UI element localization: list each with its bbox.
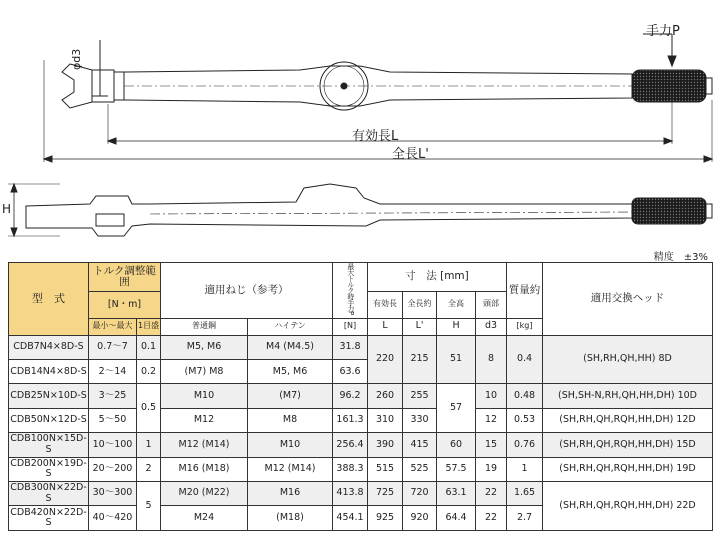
cell-heads: (SH,RH,QH,RQH,HH,DH) 15D bbox=[543, 433, 713, 457]
cell-range: 10～100 bbox=[89, 433, 137, 457]
header-mass: 質量約 bbox=[507, 263, 543, 319]
table-row bbox=[9, 384, 713, 408]
header-eff-len: 有効長 bbox=[368, 292, 403, 319]
cell-heads: (SH,RH,QH,RQH,HH,DH) 22D bbox=[543, 482, 713, 531]
cell-screw-normal: M12 bbox=[161, 408, 248, 432]
spec-table bbox=[8, 262, 713, 531]
cell-model: CDB200N×19D-S bbox=[9, 457, 89, 481]
header-mass-unit: [kg] bbox=[507, 318, 543, 335]
header-Lp: L' bbox=[403, 318, 437, 335]
header-dimensions: 寸 法 [mm] bbox=[368, 263, 507, 292]
cell-screw-normal: M5, M6 bbox=[161, 335, 248, 359]
cell-screw-normal: M16 (M18) bbox=[161, 457, 248, 481]
cell-L: 515 bbox=[368, 457, 403, 481]
cell-hand-force: 63.6 bbox=[333, 360, 368, 384]
cell-mass: 1 bbox=[507, 457, 543, 481]
cell-hand-force: 256.4 bbox=[333, 433, 368, 457]
cell-heads: (SH,SH-N,RH,QH,HH,DH) 10D bbox=[543, 384, 713, 408]
header-heads: 適用交換ヘッド bbox=[543, 263, 713, 336]
cell-H: 57 bbox=[437, 384, 476, 433]
cell-hand-force: 413.8 bbox=[333, 482, 368, 506]
cell-hand-force: 388.3 bbox=[333, 457, 368, 481]
cell-range: 2～14 bbox=[89, 360, 137, 384]
cell-H: 60 bbox=[437, 433, 476, 457]
cell-hand-force: 161.3 bbox=[333, 408, 368, 432]
cell-screw-high: M12 (M14) bbox=[248, 457, 333, 481]
header-head: 頭部 bbox=[476, 292, 507, 319]
cell-model: CDB420N×22D-S bbox=[9, 506, 89, 530]
cell-screw-high: M4 (M4.5) bbox=[248, 335, 333, 359]
wrench-top-view bbox=[62, 62, 712, 110]
cell-graduation: 0.2 bbox=[137, 360, 161, 384]
header-L: L bbox=[368, 318, 403, 335]
cell-range: 0.7～7 bbox=[89, 335, 137, 359]
cell-d3: 22 bbox=[476, 482, 507, 506]
cell-hand-force: 96.2 bbox=[333, 384, 368, 408]
length-dimensions bbox=[44, 60, 712, 162]
cell-graduation: 1 bbox=[137, 433, 161, 457]
cell-range: 40～420 bbox=[89, 506, 137, 530]
cell-heads: (SH,RH,QH,RQH,HH,DH) 12D bbox=[543, 408, 713, 432]
cell-d3: 22 bbox=[476, 506, 507, 530]
d3-label: φd3 bbox=[70, 48, 83, 70]
cell-screw-high: (M7) bbox=[248, 384, 333, 408]
table-row bbox=[9, 457, 713, 481]
cell-Lp: 330 bbox=[403, 408, 437, 432]
cell-model: CDB25N×10D-S bbox=[9, 384, 89, 408]
cell-screw-normal: (M7) M8 bbox=[161, 360, 248, 384]
cell-H: 64.4 bbox=[437, 506, 476, 530]
header-screw-high: ハイテン bbox=[248, 318, 333, 335]
cell-screw-high: M16 bbox=[248, 482, 333, 506]
cell-screw-high: (M18) bbox=[248, 506, 333, 530]
cell-heads: (SH,RH,QH,RQH,HH,DH) 19D bbox=[543, 457, 713, 481]
cell-hand-force: 31.8 bbox=[333, 335, 368, 359]
cell-L: 925 bbox=[368, 506, 403, 530]
table-row bbox=[9, 482, 713, 506]
cell-range: 5～50 bbox=[89, 408, 137, 432]
header-graduation: 1目盛 bbox=[137, 318, 161, 335]
table-row bbox=[9, 408, 713, 432]
cell-graduation: 2 bbox=[137, 457, 161, 481]
table-row bbox=[9, 335, 713, 359]
cell-graduation: 0.5 bbox=[137, 384, 161, 433]
cell-model: CDB100N×15D-S bbox=[9, 433, 89, 457]
cell-graduation: 0.1 bbox=[137, 335, 161, 359]
cell-Lp: 255 bbox=[403, 384, 437, 408]
cell-screw-normal: M24 bbox=[161, 506, 248, 530]
d3-marker bbox=[92, 40, 108, 96]
cell-model: CDB50N×12D-S bbox=[9, 408, 89, 432]
cell-d3: 10 bbox=[476, 384, 507, 408]
cell-d3: 8 bbox=[476, 335, 507, 384]
cell-graduation: 5 bbox=[137, 482, 161, 531]
cell-L: 260 bbox=[368, 384, 403, 408]
cell-hand-force: 454.1 bbox=[333, 506, 368, 530]
header-model: 型 式 bbox=[9, 263, 89, 336]
cell-screw-high: M5, M6 bbox=[248, 360, 333, 384]
cell-Lp: 720 bbox=[403, 482, 437, 506]
cell-screw-normal: M10 bbox=[161, 384, 248, 408]
cell-screw-high: M8 bbox=[248, 408, 333, 432]
total-length-label: 全長L' bbox=[392, 147, 429, 162]
cell-L: 390 bbox=[368, 433, 403, 457]
header-torque-unit: [N・m] bbox=[89, 292, 161, 319]
cell-d3: 15 bbox=[476, 433, 507, 457]
header-total-height: 全高 bbox=[437, 292, 476, 319]
cell-mass: 0.53 bbox=[507, 408, 543, 432]
table-row bbox=[9, 433, 713, 457]
cell-d3: 19 bbox=[476, 457, 507, 481]
header-d3: d3 bbox=[476, 318, 507, 335]
cell-range: 20～200 bbox=[89, 457, 137, 481]
header-total-len: 全長約 bbox=[403, 292, 437, 319]
cell-range: 3～25 bbox=[89, 384, 137, 408]
cell-d3: 12 bbox=[476, 408, 507, 432]
cell-range: 30～300 bbox=[89, 482, 137, 506]
cell-mass: 1.65 bbox=[507, 482, 543, 506]
cell-L: 220 bbox=[368, 335, 403, 384]
cell-Lp: 525 bbox=[403, 457, 437, 481]
cell-model: CDB7N4×8D-S bbox=[9, 335, 89, 359]
header-hand-force: 最大トルク時手力P bbox=[333, 263, 368, 319]
header-screw-normal: 普通鋼 bbox=[161, 318, 248, 335]
header-torque-range: トルク調整範囲 bbox=[89, 263, 161, 292]
hand-force-label: 手力P bbox=[646, 24, 680, 39]
cell-screw-normal: M20 (M22) bbox=[161, 482, 248, 506]
cell-screw-high: M10 bbox=[248, 433, 333, 457]
header-screw: 適用ねじ（参考） bbox=[161, 263, 333, 319]
height-label: H bbox=[2, 202, 12, 216]
wrench-side-view bbox=[26, 184, 712, 236]
cell-Lp: 215 bbox=[403, 335, 437, 384]
header-H: H bbox=[437, 318, 476, 335]
cell-mass: 0.4 bbox=[507, 335, 543, 384]
cell-Lp: 415 bbox=[403, 433, 437, 457]
header-min-max: 最小～最大 bbox=[89, 318, 137, 335]
cell-L: 310 bbox=[368, 408, 403, 432]
effective-length-label: 有効長L bbox=[352, 129, 399, 144]
cell-mass: 0.48 bbox=[507, 384, 543, 408]
cell-H: 63.1 bbox=[437, 482, 476, 506]
cell-H: 57.5 bbox=[437, 457, 476, 481]
cell-L: 725 bbox=[368, 482, 403, 506]
cell-H: 51 bbox=[437, 335, 476, 384]
cell-model: CDB300N×22D-S bbox=[9, 482, 89, 506]
accuracy-note: 精度 ±3% bbox=[653, 252, 708, 263]
cell-model: CDB14N4×8D-S bbox=[9, 360, 89, 384]
cell-Lp: 920 bbox=[403, 506, 437, 530]
cell-mass: 0.76 bbox=[507, 433, 543, 457]
cell-heads: (SH,RH,QH,HH) 8D bbox=[543, 335, 713, 384]
cell-mass: 2.7 bbox=[507, 506, 543, 530]
cell-screw-normal: M12 (M14) bbox=[161, 433, 248, 457]
header-hand-force-unit: [N] bbox=[333, 318, 368, 335]
